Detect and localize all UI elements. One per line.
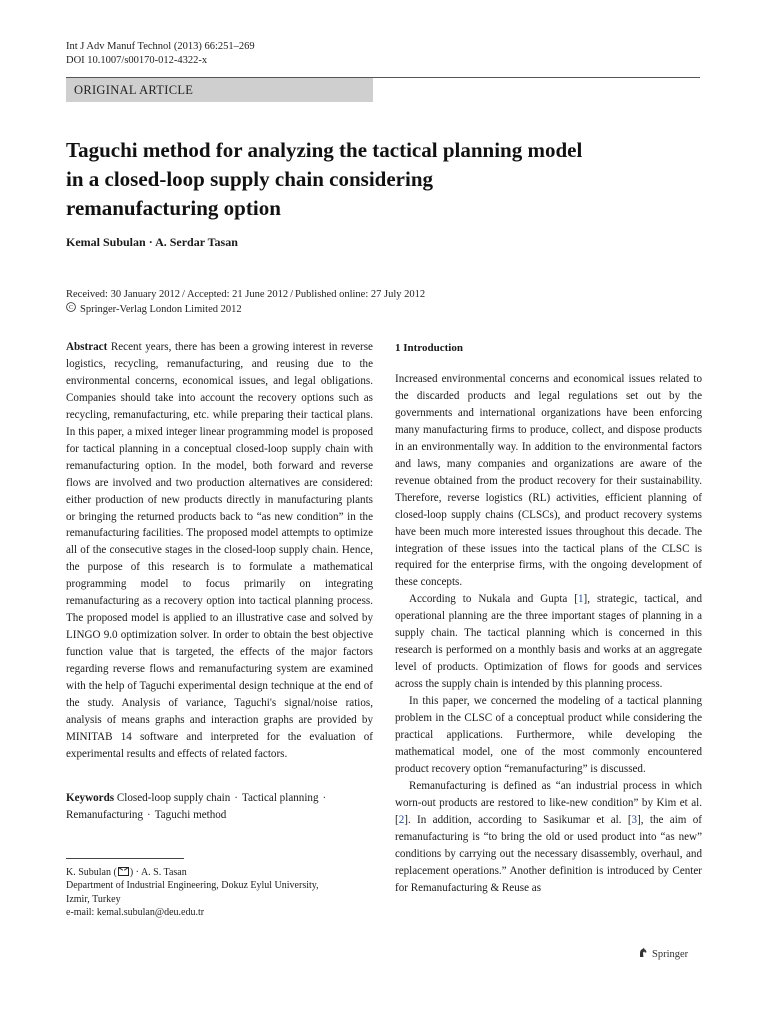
article-title [66, 136, 666, 223]
affiliation-names-prefix: K. Subulan ( [66, 867, 117, 878]
copyright-icon [66, 302, 76, 316]
introduction-column [395, 371, 702, 897]
citation-link[interactable]: 3 [631, 813, 638, 826]
keyword-item: Remanufacturing [66, 808, 144, 821]
abstract-column [66, 339, 373, 763]
online-date: Published online: 27 July 2012 [295, 289, 426, 300]
text-segment: ], the aim of remanufacturing is “to bring the old or used product into “as new” conditions by carrying out the necessary disassembly, overhaul, and replacement operations.” Another definition is introduced by Center for Remanufacturing & Reuse as [395, 813, 702, 894]
abstract-paragraph [66, 339, 373, 763]
citation-link[interactable]: 1 [578, 593, 584, 606]
section-heading-introduction: 1 Introduction [395, 342, 463, 354]
affiliation-department: Department of Industrial Engineering, Dokuz Eylul University, [66, 880, 319, 892]
intro-paragraph-1: Increased environmental concerns and economical issues related to the discarded products and legal regulations set out by the governments and international organizations have been enforcing many manufacturing firms to produce, collect, and dispose products in an environmentally way. In addition to the environmental factors and laws, many companies and organizations are aware of the revenue obtained from the product recovery for their sustainability. Therefore, reverse logistics (RL) activities, efficient planning of closed-loop supply chains (CLSCs), and product recovery systems have been much more interested issues throughout this decade. The integration of these issues into the tactical plans of the CLSC is required for the enterprise firms, with the ongoing development of these concepts. [395, 373, 702, 589]
text-segment: According to Nukala and Gupta [ [409, 593, 578, 606]
abstract-text: Recent years, there has been a growing interest in reverse logistics, recycling, remanufacturing, and reusing due to the environmental concerns, economical issues, and legal obligations. Companies should take into account the recovery options such as recycling, remanufacturing, etc. while preparing their tactical plans. In this paper, a mixed integer linear programming model is proposed for tactical planning in a conceptual closed-loop supply chain with remanufacturing option. In the model, both forward and reverse flows are involved and two production alternatives are considered: either production of new products directly in manufacturing plants or bringing the returned products back to “as new condition” in the remanufacturing facilities. The proposed model attempts to optimize all of the consecutive stages in the closed-loop supply chain. Hence, the purpose of this research is to formulate a mathematical programming model to focus primarily on integrating remanufacturing as a recovery option into tactical planning process. The proposed model is applied to an illustrative case and solved by LINGO 9.0 optimization solver. In order to obtain the best objective function value that is targeted, the effects of the major factors regarding reverse flows and remanufacturing system are examined with the help of Taguchi experimental design technique at the end of the study. Analysis of variance, Taguchi's signal/noise ratios, analysis of means graphs and interaction graphs are provided by MINITAB 14 software and interpreted for the evaluation of experimental results and effects of related factors. [66, 341, 373, 760]
doi-link[interactable]: DOI 10.1007/s00170-012-4322-x [66, 55, 208, 66]
keywords [66, 790, 373, 823]
intro-paragraph-3: In this paper, we concerned the modeling of a tactical planning problem in the CLSC of a conceptual product while considering the practical applications. Furthermore, while developing the mathematical model, one of the most commonly encountered product recovery option “remanufacturing” is discussed. [395, 695, 702, 775]
keywords-label: Keywords [66, 792, 115, 804]
date-separator: / [290, 289, 294, 300]
keyword-item: Taguchi method [154, 808, 227, 821]
text-segment: ]. In addition, according to Sasikumar et al. [ [404, 813, 632, 826]
received-date: Received: 30 January 2012 [66, 289, 181, 300]
copyright-text: Springer-Verlag London Limited 2012 [80, 304, 242, 315]
journal-citation: Int J Adv Manuf Technol (2013) 66:251–269 [66, 41, 255, 52]
citation-link[interactable]: 2 [398, 813, 405, 826]
author-list [66, 234, 238, 250]
title-line-1: Taguchi method for analyzing the tactical planning model [66, 138, 583, 162]
title-line-3: remanufacturing option [66, 196, 281, 220]
keyword-item: Closed-loop supply chain [116, 792, 231, 804]
text-segment: ], strategic, tactical, and operational planning are the three important stages of planning in a supply chain. The tactical planning which is concerned in this research is performed on a monthly basis and works at an aggregate level of products. Optimization of flows for goods and services across the supply chain is intended by this planning process. [395, 593, 702, 691]
author-1[interactable]: Kemal Subulan [66, 235, 146, 249]
keyword-separator: · [234, 792, 238, 804]
svg-text:C: C [68, 305, 74, 312]
affiliation-city: Izmir, Turkey [66, 893, 121, 905]
affiliation-block [66, 866, 373, 919]
publication-dates [66, 288, 425, 317]
date-separator: / [182, 289, 185, 300]
article-type-banner: ORIGINAL ARTICLE [66, 78, 373, 102]
springer-horse-icon [638, 947, 648, 958]
intro-paragraph-2 [395, 591, 702, 693]
keyword-separator: · [322, 792, 327, 804]
keyword-item: Tactical planning [241, 792, 319, 804]
intro-paragraph-4 [395, 778, 702, 897]
affiliation-names-suffix: ) · A. S. Tasan [129, 867, 187, 878]
publisher-footer [638, 947, 688, 962]
envelope-icon [118, 867, 129, 876]
accepted-date: Accepted: 21 June 2012 [186, 289, 289, 300]
abstract-label: Abstract [66, 341, 108, 353]
text-segment: Remanufacturing is defined as “an industrial process in which worn-out products are restored to like-new condition” by Kim et al. [ [395, 779, 702, 826]
publisher-name[interactable]: Springer [652, 949, 689, 960]
title-line-2: in a closed-loop supply chain considering [66, 167, 433, 191]
affiliation-email[interactable]: e-mail: kemal.subulan@deu.edu.tr [66, 906, 205, 918]
keyword-separator: · [147, 808, 151, 821]
author-separator: · [148, 235, 153, 249]
journal-header [66, 40, 255, 68]
author-2[interactable]: A. Serdar Tasan [155, 235, 238, 249]
affiliation-rule [66, 858, 184, 859]
